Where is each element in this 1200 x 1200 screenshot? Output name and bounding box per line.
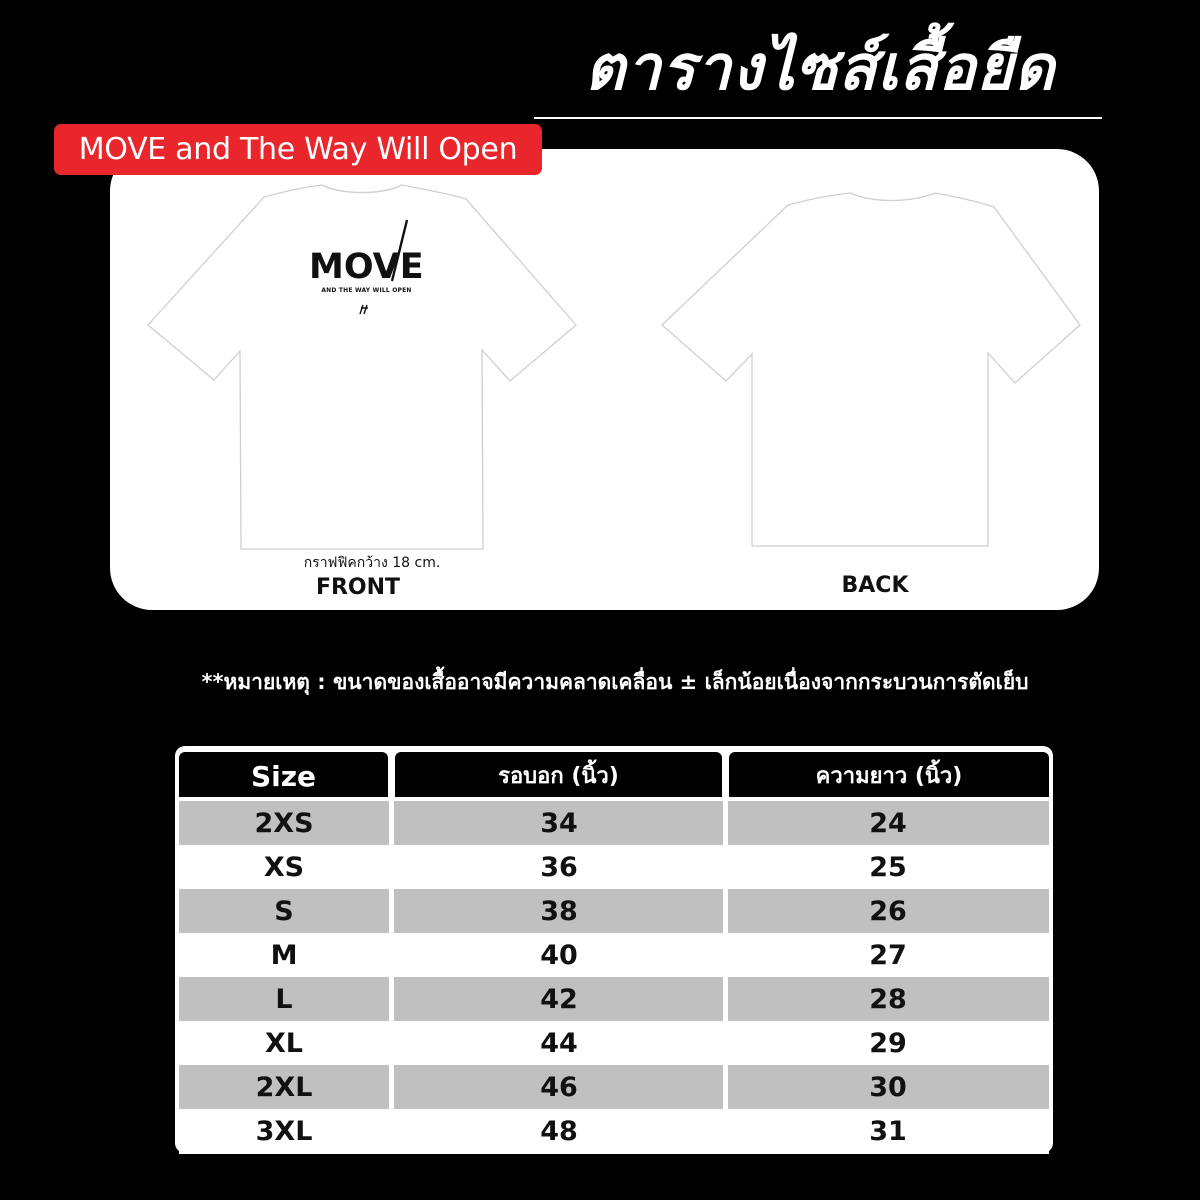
length-cell: 27 <box>869 940 907 971</box>
size-cell: 2XS <box>254 808 314 839</box>
print-mark-icon <box>358 303 370 315</box>
chest-cell: 38 <box>540 896 578 927</box>
table-row <box>179 1065 1049 1110</box>
chest-cell: 36 <box>540 852 578 883</box>
chest-cell: 42 <box>540 984 578 1015</box>
size-cell: XS <box>263 852 305 883</box>
length-cell: 26 <box>869 896 907 927</box>
chest-cell: 34 <box>540 808 578 839</box>
header-length: ความยาว (นิ้ว) <box>729 752 1049 797</box>
chest-cell: 48 <box>540 1116 578 1147</box>
size-cell: M <box>270 940 298 971</box>
header-size: Size <box>179 752 388 797</box>
table-row <box>179 801 1049 846</box>
length-cell: 25 <box>869 852 907 883</box>
size-disclaimer: **หมายเหตุ : ขนาดของเสื้ออาจมีความคลาดเคลื่อน ± เล็กน้อยเนื่องจากกระบวนการตัดเย็บ <box>201 670 1029 694</box>
length-cell: 24 <box>869 808 907 839</box>
column-divider <box>723 752 728 1149</box>
page-title: ตารางไซส์เสื้อยืด <box>584 31 1056 104</box>
size-cell: 3XL <box>255 1116 313 1147</box>
chest-cell: 44 <box>540 1028 578 1059</box>
graphic-width-note: กราฟฟิคกว้าง 18 cm. <box>303 555 441 571</box>
chest-cell: 46 <box>540 1072 578 1103</box>
table-row <box>179 889 1049 934</box>
tshirt-back-icon <box>660 191 1082 549</box>
header-chest: รอบอก (นิ้ว) <box>395 752 722 797</box>
table-row <box>179 977 1049 1022</box>
size-cell: L <box>275 984 293 1015</box>
chest-cell: 40 <box>540 940 578 971</box>
product-tag: MOVE and The Way Will Open <box>54 124 542 175</box>
print-tagline: AND THE WAY WILL OPEN <box>321 287 412 294</box>
back-label: BACK <box>841 573 909 598</box>
size-cell: XL <box>264 1028 304 1059</box>
table-row <box>179 1021 1049 1066</box>
title-underline <box>534 117 1102 119</box>
column-divider <box>389 752 394 1149</box>
tshirt-front-icon <box>146 183 578 553</box>
length-cell: 28 <box>869 984 907 1015</box>
length-cell: 31 <box>869 1116 907 1147</box>
print-logo-word: MOVE <box>309 247 424 287</box>
table-row <box>179 845 1049 890</box>
size-cell: S <box>274 896 294 927</box>
length-cell: 30 <box>869 1072 907 1103</box>
table-row <box>179 1109 1049 1154</box>
length-cell: 29 <box>869 1028 907 1059</box>
front-label: FRONT <box>315 575 401 600</box>
table-row <box>179 933 1049 978</box>
print-slash-icon <box>388 219 410 283</box>
size-cell: 2XL <box>255 1072 313 1103</box>
